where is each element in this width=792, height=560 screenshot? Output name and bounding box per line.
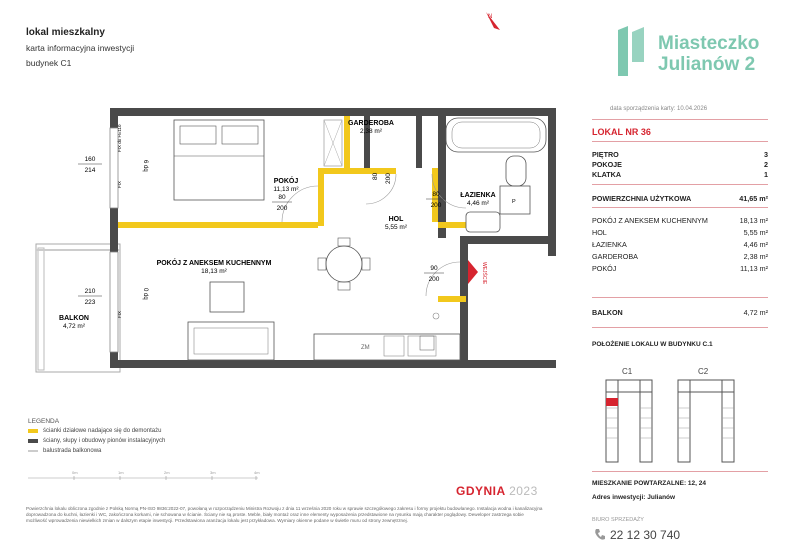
info-klatka xyxy=(592,170,768,179)
room-aneks-label: POKÓJ Z ANEKSEM KUCHENNYM xyxy=(156,260,272,267)
lokal-number: LOKAL NR 36 xyxy=(592,127,651,137)
room-hol-label: HOL xyxy=(388,216,404,223)
entrance-label: WEJŚCIE xyxy=(481,262,487,285)
logo-line2: Julianów 2 xyxy=(658,54,756,75)
room-hol-area: 5,55 m² xyxy=(384,224,408,231)
column xyxy=(420,336,434,350)
zm-label: ZM xyxy=(361,345,370,351)
label-c1: C1 xyxy=(622,367,633,376)
room-name: GARDEROBA xyxy=(592,252,638,261)
room-area: 4,46 m² xyxy=(743,240,768,249)
fix-label: FIX xyxy=(117,310,122,318)
dq6-label: 6 dq xyxy=(142,160,148,172)
legend-swatch-yellow xyxy=(28,429,38,433)
bed xyxy=(174,120,264,200)
washer-label: P xyxy=(512,199,516,205)
room-row xyxy=(592,264,768,273)
room-lazienka-area: 4,46 m² xyxy=(466,200,490,207)
room-name: POKÓJ Z ANEKSEM KUCHENNYM xyxy=(592,216,708,225)
room-balkon-area: 4,72 m² xyxy=(62,323,86,330)
room-area: 18,13 m² xyxy=(739,216,768,225)
room-area: 11,13 m² xyxy=(740,264,768,273)
room-name: POKÓJ xyxy=(592,264,617,273)
logo-line1: Miasteczko xyxy=(658,33,760,54)
room-balkon-label: BALKON xyxy=(59,315,89,322)
sink xyxy=(466,212,500,232)
window2-height: 223 xyxy=(84,299,96,306)
legend-swatch-dark xyxy=(28,439,38,443)
city-label xyxy=(456,484,538,498)
divider xyxy=(592,471,768,472)
north-arrow-icon xyxy=(486,12,500,30)
room-name: HOL xyxy=(592,228,607,237)
legend-item xyxy=(28,428,161,434)
riser-icon xyxy=(433,313,439,319)
building-label: budynek C1 xyxy=(26,58,72,68)
door-garderoba-height: 200 xyxy=(385,173,392,184)
room-area: 5,55 m² xyxy=(743,228,768,237)
klatka-label: KLATKA xyxy=(592,170,622,179)
phone-icon xyxy=(593,528,605,542)
area-value: 41,65 m² xyxy=(739,194,768,203)
door-lazienka-height: 200 xyxy=(430,202,442,209)
info-area xyxy=(592,194,768,203)
room-row xyxy=(592,252,768,261)
room-row xyxy=(592,240,768,249)
bathtub xyxy=(446,118,546,152)
city-year: 2023 xyxy=(509,484,538,498)
city-name: GDYNIA xyxy=(456,484,506,498)
room-garderoba-area: 2,38 m² xyxy=(359,128,383,135)
pokoje-value: 2 xyxy=(764,160,768,169)
legend-item xyxy=(28,448,101,454)
door-garderoba-width: 80 xyxy=(372,172,379,180)
room-aneks-area: 18,13 m² xyxy=(201,268,227,275)
area-label: POWIERZCHNIA UŻYTKOWA xyxy=(592,194,692,203)
room-pokoj-label: POKÓJ xyxy=(273,178,299,185)
coffee-table xyxy=(210,282,244,312)
scale-bar xyxy=(28,468,268,484)
fix-label: FIX xyxy=(117,180,122,188)
page-subtitle: karta informacyjna inwestycji xyxy=(26,43,135,53)
divider xyxy=(592,184,768,185)
room-pokoj-area: 11,13 m² xyxy=(273,186,299,193)
divider xyxy=(592,207,768,208)
divider xyxy=(592,297,768,298)
room-row xyxy=(592,228,768,237)
door-entrance-height: 200 xyxy=(428,276,440,283)
info-pietro xyxy=(592,150,768,159)
floor-plan xyxy=(24,0,564,420)
window2-width: 210 xyxy=(84,288,96,295)
toilet xyxy=(506,156,526,186)
window1-width: 160 xyxy=(84,156,96,163)
room-row xyxy=(592,216,768,225)
location-title: POŁOŻENIE LOKALU W BUDYNKU C.1 xyxy=(592,341,713,348)
biuro-label: BIURO SPRZEDAŻY xyxy=(592,517,644,523)
door-entrance-width: 90 xyxy=(430,265,438,272)
divider xyxy=(592,327,768,328)
scale-tick: 3m xyxy=(210,470,216,475)
label-c2: C2 xyxy=(698,367,709,376)
balkon-row xyxy=(592,308,768,317)
room-area: 2,38 m² xyxy=(743,252,768,261)
dining-table xyxy=(326,246,362,282)
legend-label: ścianki działowe nadające się do demontażu xyxy=(43,428,162,434)
pietro-value: 3 xyxy=(764,150,768,159)
room-garderoba-label: GARDEROBA xyxy=(348,120,394,127)
scale-tick: 1m xyxy=(118,470,124,475)
logo-mark-icon xyxy=(614,22,654,80)
sofa xyxy=(188,322,274,360)
fix-h110-label: FIX do H=110 xyxy=(117,124,122,152)
door-pokoj-width: 80 xyxy=(278,194,286,201)
legend-label: balustrada balkonowa xyxy=(43,448,102,454)
highlighted-unit xyxy=(606,398,618,406)
pietro-label: PIĘTRO xyxy=(592,150,619,159)
logo-text xyxy=(658,33,759,75)
room-lazienka-label: ŁAZIENKA xyxy=(460,192,496,199)
door-pokoj-height: 200 xyxy=(276,205,288,212)
scale-tick: 4m xyxy=(254,470,260,475)
balkon-value: 4,72 m² xyxy=(743,308,768,317)
divider xyxy=(592,141,768,142)
pokoje-label: POKOJE xyxy=(592,160,622,169)
legend-label: ściany, słupy i obudowy pionów instalacyjnych xyxy=(43,438,166,444)
north-label: N xyxy=(488,14,493,20)
balkon-label: BALKON xyxy=(592,308,623,317)
dq0-label: 0 dq xyxy=(142,288,148,300)
balkon-area xyxy=(36,244,120,372)
page-title: lokal mieszkalny xyxy=(26,27,105,38)
phone-number[interactable]: 22 12 30 740 xyxy=(610,528,681,542)
divider xyxy=(592,119,768,120)
window1-height: 214 xyxy=(84,167,96,174)
legend-swatch-grey xyxy=(28,450,38,452)
scale-tick: 0m xyxy=(72,470,78,475)
mieszkanie-powtarzalne: MIESZKANIE POWTARZALNE: 12, 24 xyxy=(592,480,707,487)
scale-tick: 2m xyxy=(164,470,170,475)
adres: Adres inwestycji: Julianów xyxy=(592,494,676,501)
room-name: ŁAZIENKA xyxy=(592,240,627,249)
legend-title: LEGENDA xyxy=(28,418,60,425)
legend-item xyxy=(28,438,165,444)
date-line: data sporządzenia karty: 10.04.2026 xyxy=(610,106,708,112)
entrance-arrow-icon xyxy=(468,260,478,284)
info-pokoje xyxy=(592,160,768,169)
footnote: Powierzchnia lokalu obliczona zgodnie z Polską Normą PN-ISO 9836:2022-07, powołaną w rozporządzeniu Ministra Rozwoju z dnia 11 września 2020 roku w sprawie szczegółowego zakresu i formy projektu budowlanego. Instalacja wodna i kanalizacyjna doprowadzona do kuchni, łazienki i WC, zakończona korkami, nie schowana w ścianie. Ściany nie są proste. Meble, biały montaż oraz inne elementy wyposażenia przedstawione na rysunku mają charakter poglądowy. Deweloper zastrzega sobie możliwość wprowadzenia niewielkich zmian w dalszym etapie inwestycji. Przedstawiona aranżacja lokalu jest przykładowa. Wymiary okienne podane w świetle muru od strony zewnętrznej. xyxy=(26,506,543,524)
building-location-map xyxy=(592,358,768,466)
door-lazienka-width: 80 xyxy=(432,191,440,198)
klatka-value: 1 xyxy=(764,170,768,179)
